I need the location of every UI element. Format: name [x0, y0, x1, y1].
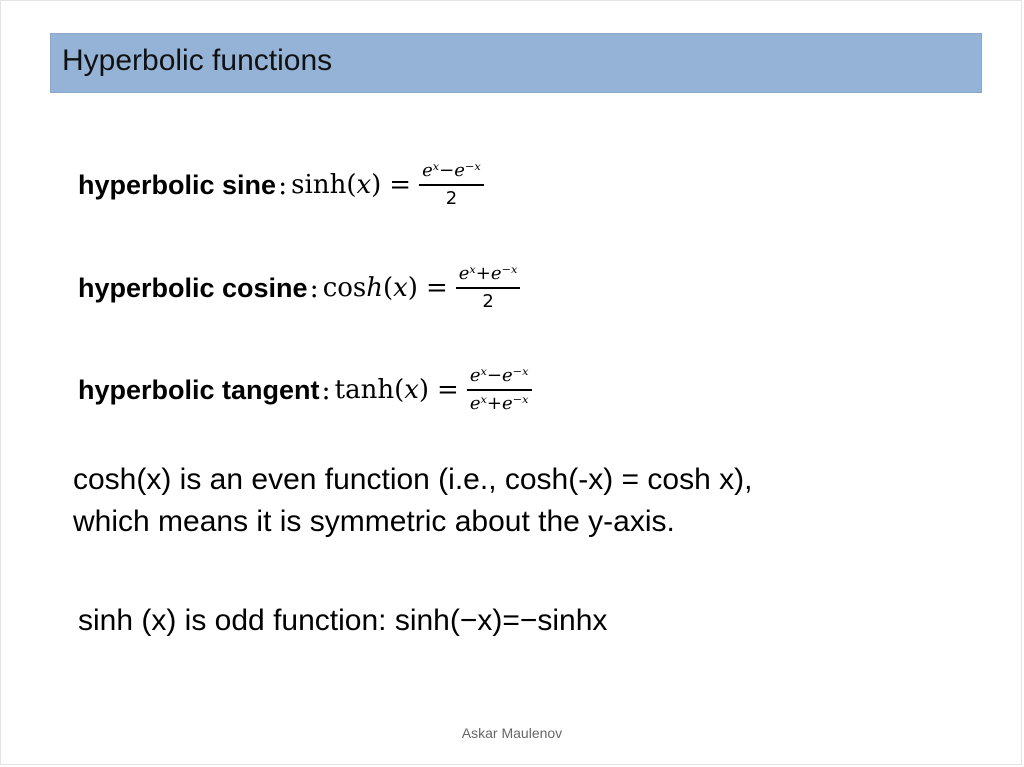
function-argument: (𝑥)	[394, 375, 430, 405]
function-argument: (𝑥)	[383, 273, 418, 303]
equals-sign: =	[425, 273, 448, 303]
function-name: sinh	[291, 170, 347, 200]
equals-sign: =	[389, 170, 412, 200]
definition-separator: :	[309, 272, 319, 304]
fraction-denominator: 𝑒ˣ+𝑒⁻ˣ	[469, 393, 529, 414]
equals-sign: =	[437, 375, 459, 405]
fraction-denominator: 2	[445, 188, 458, 209]
slide-title: Hyperbolic functions	[62, 44, 333, 77]
sinh-parity-note: sinh (x) is odd function: sinh(−x)=−sinhx	[78, 604, 608, 637]
definition-tanh	[78, 355, 532, 425]
function-argument: (𝑥)	[346, 170, 382, 200]
tanh-formula	[335, 366, 532, 414]
fraction-denominator: 2	[482, 291, 494, 312]
fraction-numerator: 𝑒ˣ−𝑒⁻ˣ	[467, 366, 532, 391]
cosh-note-line: which means it is symmetric about the y-axis.	[73, 505, 675, 538]
cosh-parity-note	[73, 459, 752, 543]
definition-cosh	[78, 253, 520, 323]
definition-separator: :	[278, 169, 288, 201]
fraction	[456, 264, 521, 312]
cosh-note-line: cosh(x) is an even function (i.e., cosh(-x) = cosh x),	[73, 463, 753, 496]
definition-label: hyperbolic tangent	[78, 374, 320, 405]
fraction	[467, 366, 532, 414]
definition-sinh	[78, 150, 484, 220]
function-name-italic-part: ℎ	[366, 273, 383, 303]
sinh-formula	[291, 161, 484, 209]
definition-separator: :	[321, 374, 331, 406]
fraction-numerator: 𝑒ˣ+𝑒⁻ˣ	[456, 264, 521, 289]
fraction-numerator: 𝑒ˣ−𝑒⁻ˣ	[419, 161, 484, 186]
fraction	[419, 161, 484, 209]
footer-author: Askar Maulenov	[461, 725, 563, 741]
definition-label: hyperbolic cosine	[78, 272, 308, 303]
function-name: cos	[322, 273, 367, 303]
title-bar	[50, 33, 982, 93]
function-name: tanh	[334, 375, 395, 405]
cosh-formula	[323, 264, 521, 312]
definition-label: hyperbolic sine	[78, 169, 277, 200]
